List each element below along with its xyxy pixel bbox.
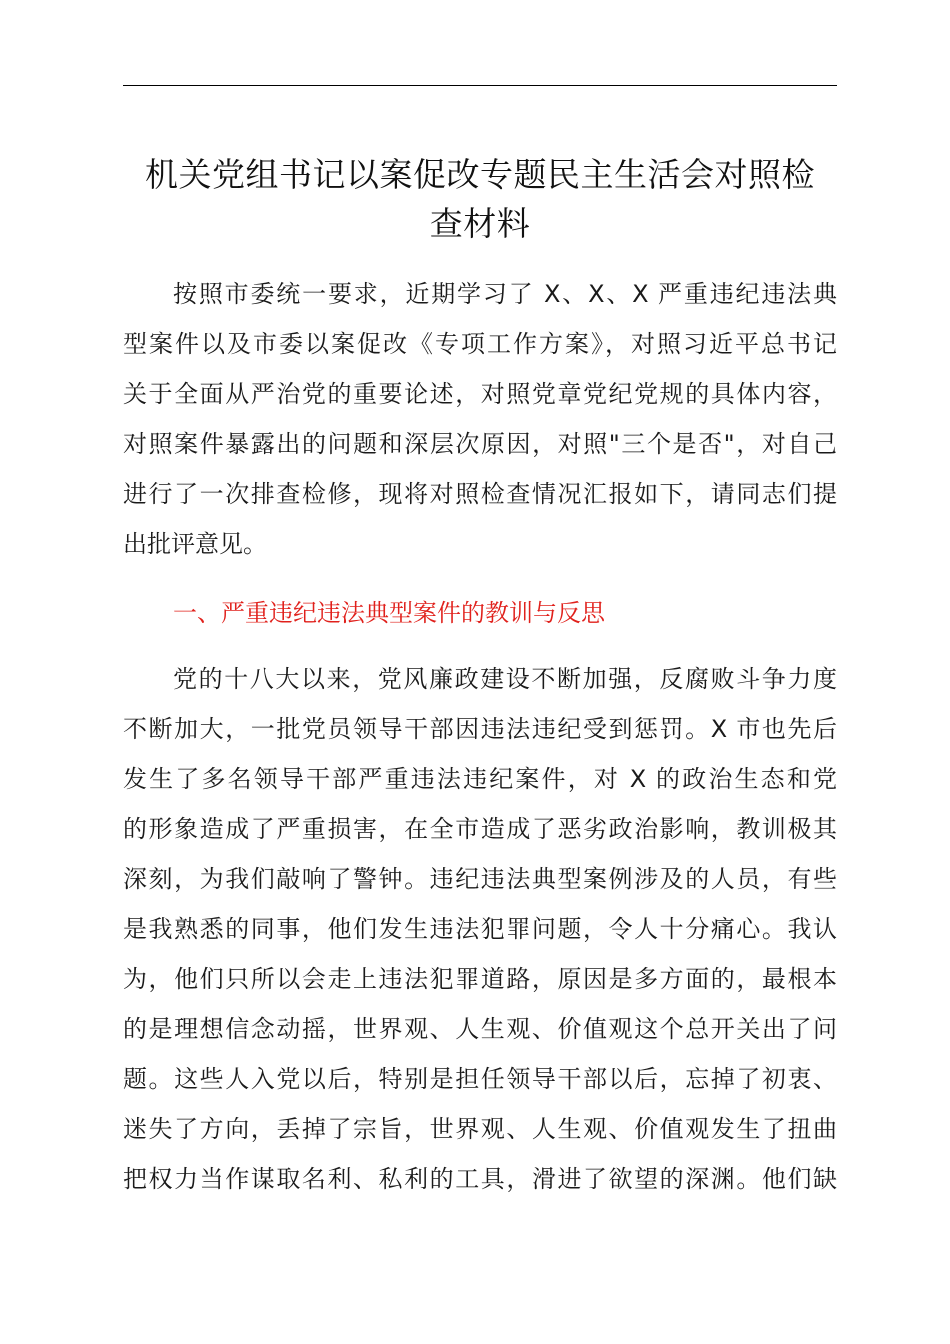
paragraph-line: 为，他们只所以会走上违法犯罪道路，原因是多方面的，最根本 [123,965,837,993]
paragraph-line: 发生了多名领导干部严重违法违纪案件，对 X 的政治生态和党 [123,765,837,793]
section1-paragraph [123,654,837,1204]
paragraph-line: 把权力当作谋取名利、私利的工具，滑进了欲望的深渊。他们缺 [123,1165,837,1193]
paragraph-line: 进行了一次排查检修，现将对照检查情况汇报如下，请同志们提 [123,480,837,508]
paragraph-line: 深刻，为我们敲响了警钟。违纪违法典型案例涉及的人员，有些 [123,865,837,893]
paragraph-line: 迷失了方向，丢掉了宗旨，世界观、人生观、价值观发生了扭曲 [123,1115,837,1143]
header-rule [123,85,837,86]
title-line: 机关党组书记以案促改专题民主生活会对照检 [145,155,815,194]
title-line: 查材料 [429,204,531,243]
paragraph-line: 按照市委统一要求，近期学习了 X、X、X 严重违纪违法典 [173,280,837,308]
paragraph-line: 关于全面从严治党的重要论述，对照党章党纪党规的具体内容， [123,380,837,408]
paragraph-line: 题。这些人入党以后，特别是担任领导干部以后，忘掉了初衷、 [123,1065,837,1093]
paragraph-line: 是我熟悉的同事，他们发生违法犯罪问题，令人十分痛心。我认 [123,915,837,943]
document-title [123,150,837,248]
paragraph-line: 的形象造成了严重损害，在全市造成了恶劣政治影响，教训极其 [123,815,837,843]
paragraph-line: 出批评意见。 [123,530,267,558]
paragraph-line: 不断加大，一批党员领导干部因违法违纪受到惩罚。X 市也先后 [123,715,837,743]
paragraph-line: 对照案件暴露出的问题和深层次原因，对照"三个是否"，对自己 [123,430,837,458]
paragraph-line: 型案件以及市委以案促改《专项工作方案》，对照习近平总书记 [123,330,837,358]
intro-paragraph [123,269,837,569]
paragraph-line: 党的十八大以来，党风廉政建设不断加强，反腐败斗争力度 [173,665,837,693]
section-heading: 一、严重违纪违法典型案件的教训与反思 [173,599,605,627]
paragraph-line: 的是理想信念动摇，世界观、人生观、价值观这个总开关出了问 [123,1015,837,1043]
